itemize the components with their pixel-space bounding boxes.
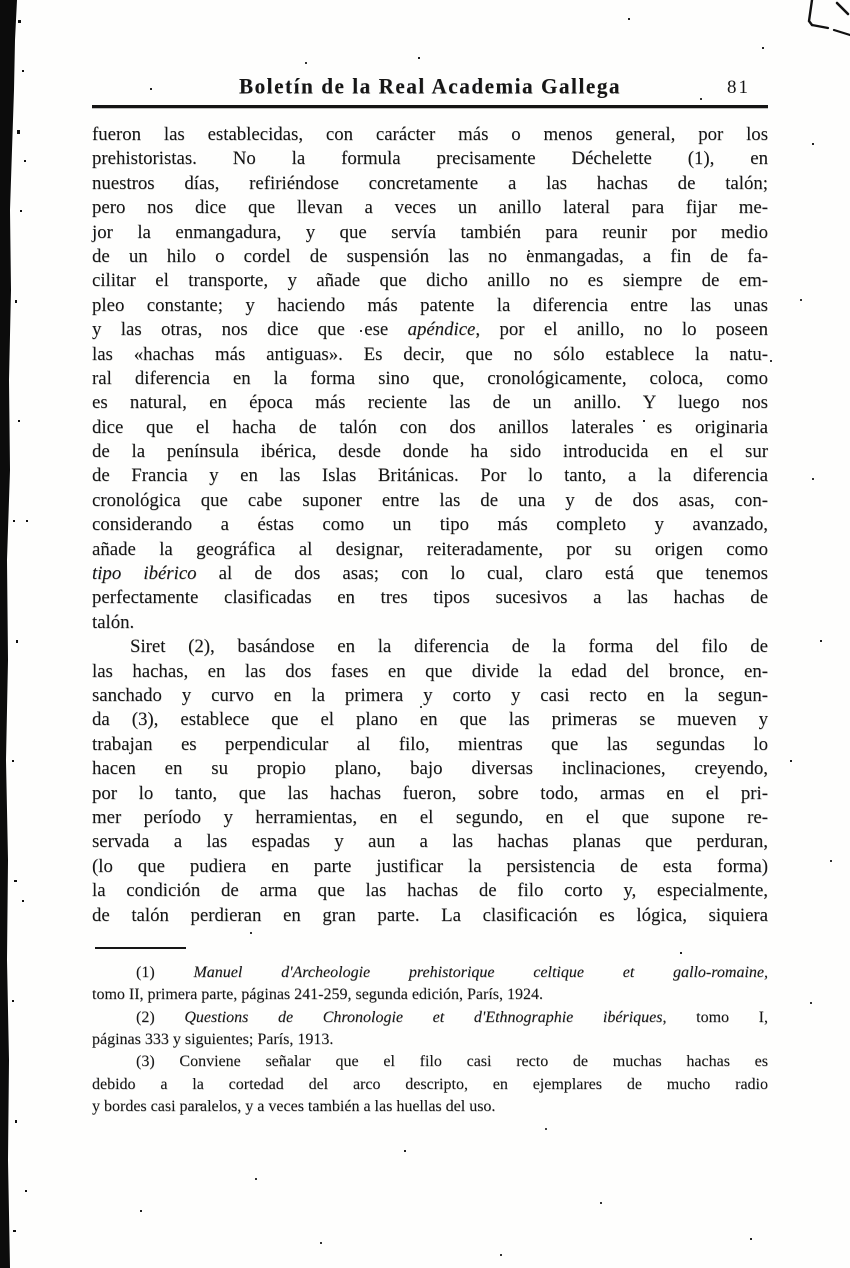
body-text-line: añade la geográfica al designar, reiteradamente, por su origen como	[92, 538, 768, 560]
body-text-line: por lo tanto, que las hachas fueron, sobre todo, armas en el pri-	[92, 782, 768, 804]
body-text-line: (lo que pudiera en parte justificar la persistencia de esta forma)	[92, 855, 768, 877]
footnote-line: (2) Questions de Chronologie et d'Ethnographie ibériques, tomo I,	[136, 1008, 769, 1026]
page-content	[92, 0, 768, 1119]
body-text-line: hacen en su propio plano, bajo diversas inclinaciones, creyendo,	[92, 758, 768, 780]
footnote-line: y bordes casi paralelos, y a veces también a las huellas del uso.	[92, 1098, 496, 1116]
body-text	[92, 123, 768, 928]
body-text-line: servada a las espadas y aun a las hachas planas que perduran,	[92, 831, 768, 853]
footnotes	[92, 962, 768, 1119]
scan-gutter-artifact	[0, 0, 40, 1268]
body-text-line: tipo ibérico al de dos asas; con lo cual, claro está que tenemos	[92, 563, 768, 585]
footnote-line: páginas 333 y siguientes; París, 1913.	[92, 1031, 334, 1049]
body-text-line: da (3), establece que el plano en que las primeras se mueven y	[92, 709, 768, 731]
body-text-line: de un hilo o cordel de suspensión las no enmangadas, a fin de fa-	[92, 245, 768, 267]
body-text-line: Siret (2), basándose en la diferencia de la forma del filo de	[130, 636, 768, 658]
body-text-line: de la península ibérica, desde donde ha sido introducida en el sur	[92, 441, 768, 463]
body-text-line: mer período y herramientas, en el segundo, en el que supone re-	[92, 806, 768, 828]
body-text-line: las hachas, en las dos fases en que divide la edad del bronce, en-	[92, 660, 768, 682]
footnote-separator	[95, 947, 186, 949]
body-text-line: la condición de arma que las hachas de filo corto y, especialmente,	[92, 880, 768, 902]
footnote-line: debido a la cortedad del arco descripto, en ejemplares de mucho radio	[92, 1075, 768, 1093]
body-text-line: ral diferencia en la forma sino que, cronológicamente, coloca, como	[92, 367, 768, 389]
footnote-line: tomo II, primera parte, páginas 241-259, segunda edición, París, 1924.	[92, 986, 543, 1004]
body-text-line: las «hachas más antiguas». Es decir, que no sólo establece la natu-	[92, 343, 768, 365]
body-text-line: cilitar el transporte, y añade que dicho anillo no es siempre de em-	[92, 270, 768, 292]
page-header	[92, 74, 768, 100]
body-text-line: perfectamente clasificadas en tres tipos sucesivos a las hachas de	[92, 587, 768, 609]
body-text-line: de talón perdieran en gran parte. La clasificación es lógica, siquiera	[92, 904, 768, 926]
body-text-line: dice que el hacha de talón con dos anillos laterales es originaria	[92, 416, 768, 438]
body-text-line: talón.	[92, 611, 135, 633]
scan-noise-speckles	[0, 0, 2, 2]
body-text-line: cronológica que cabe suponer entre las de una y de dos asas, con-	[92, 489, 768, 511]
body-text-line: fueron las establecidas, con carácter más o menos general, por los	[92, 124, 768, 145]
body-text-line: prehistoristas. No la formula precisamente Déchelette (1), en	[92, 148, 768, 170]
body-text-line: sanchado y curvo en la primera y corto y casi recto en la segun-	[92, 684, 768, 706]
body-text-line: y las otras, nos dice que ese apéndice, por el anillo, no lo poseen	[92, 319, 768, 341]
body-text-line: pero nos dice que llevan a veces un anillo lateral para fijar me-	[92, 197, 768, 219]
body-text-line: es natural, en época más reciente las de un anillo. Y luego nos	[92, 392, 768, 414]
body-text-line: considerando a éstas como un tipo más completo y avanzado,	[92, 514, 768, 536]
body-text-line: nuestros días, refiriéndose concretamente a las hachas de talón;	[92, 172, 768, 194]
journal-title: Boletín de la Real Academia Gallega	[238, 73, 622, 99]
body-text-line: trabajan es perpendicular al filo, mientras que las segundas lo	[92, 733, 768, 755]
footnote-line: (3) Conviene señalar que el filo casi recto de muchas hachas es	[136, 1053, 768, 1071]
page-corner-fold-mark	[790, 0, 850, 50]
footnote-line: (1) Manuel d'Archeologie prehistorique celtique et gallo-romaine,	[136, 963, 768, 981]
body-text-line: de Francia y en las Islas Británicas. Por lo tanto, a la diferencia	[92, 465, 768, 487]
body-text-line: pleo constante; y haciendo más patente la diferencia entre las unas	[92, 294, 768, 316]
page-number: 81	[727, 77, 750, 98]
body-text-line: jor la enmangadura, y que servía también para reunir por medio	[92, 221, 768, 243]
header-rule	[92, 105, 768, 108]
